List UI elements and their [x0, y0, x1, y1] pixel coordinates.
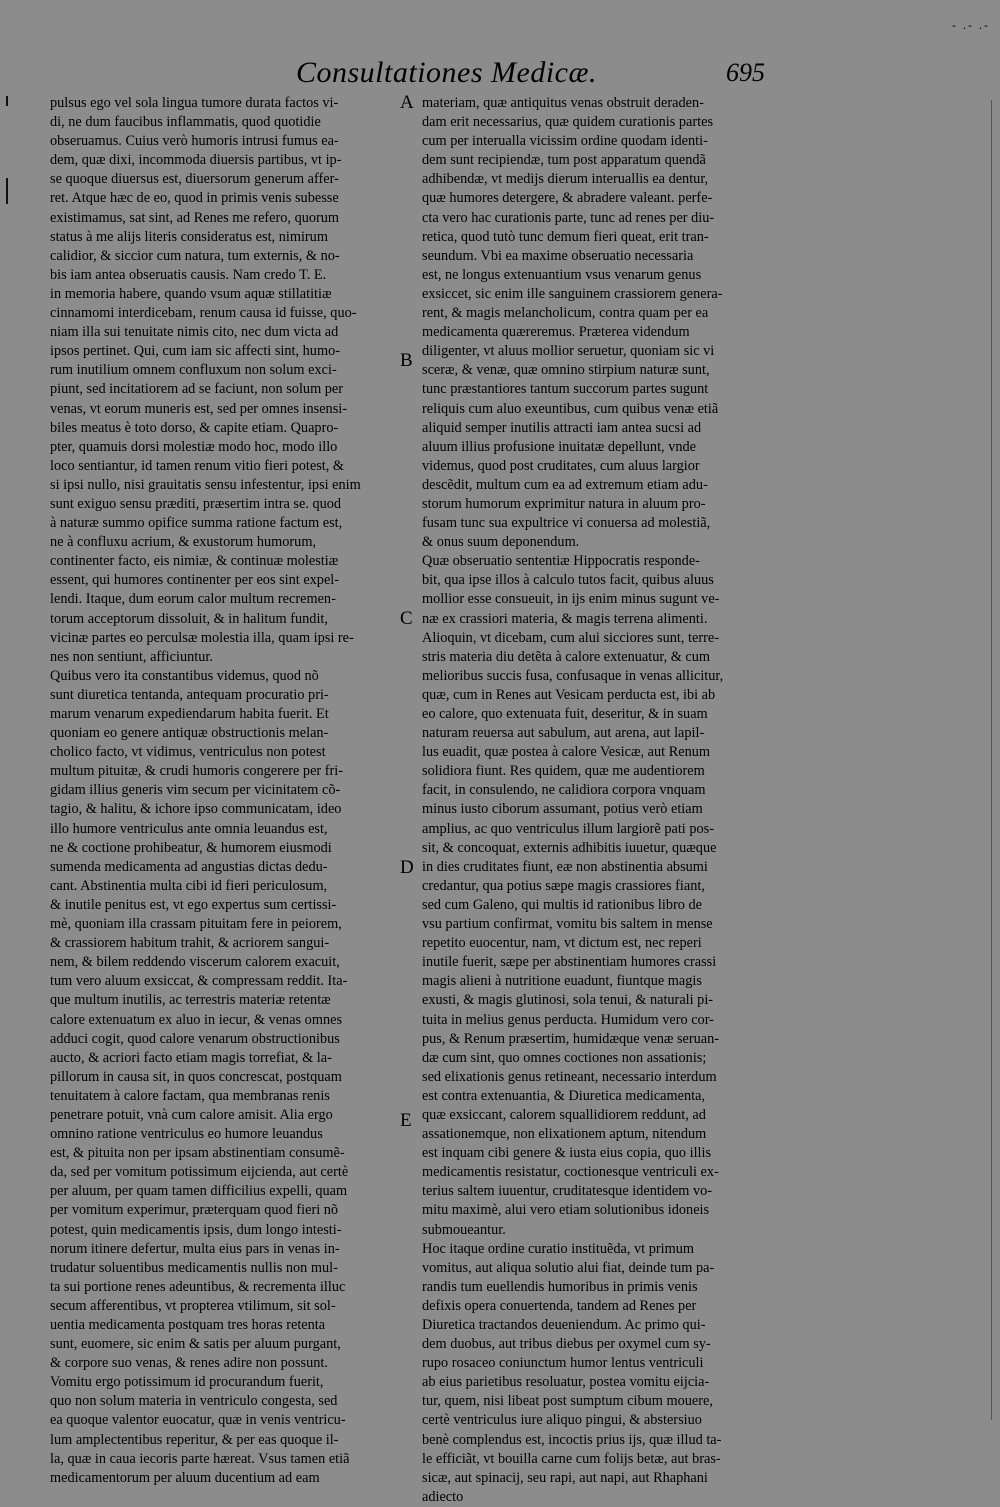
text-line: retica, quod tutò tunc demum fieri queat, erit tran-	[422, 228, 709, 245]
text-line: bis iam antea obseruatis causis. Nam credo T. E.	[50, 266, 327, 283]
text-line: nes non sentiunt, afficiuntur.	[50, 648, 213, 665]
text-line: est contra extenuantia, & Diuretica medicamenta,	[422, 1087, 706, 1104]
text-line: continenter facto, eis nimiæ, & continuæ molestiæ	[50, 553, 339, 570]
text-line: vomitus, aut aliqua solutio alui fiat, deinde tum pa-	[422, 1259, 715, 1276]
text-line: in memoria habere, quando vsum aquæ stillatitiæ	[50, 285, 332, 302]
margin-letter-d: D	[400, 857, 414, 878]
text-line: quoniam eo genere antiquæ obstructionis melan-	[50, 725, 329, 742]
text-line: per vomitum experimur, præterquam quod fieri nõ	[50, 1202, 339, 1219]
text-line: obseruamus. Cuius verò humoris intrusi fumus ea-	[50, 133, 339, 150]
page-edge-rule	[991, 100, 992, 1420]
text-line: mollior esse consueuit, in ijs enim minus sugunt ve-	[422, 591, 720, 608]
text-line: tum vero aluum exsiccat, & compressam reddit. Ita-	[50, 973, 348, 990]
text-line: rent, & magis melancholicum, contra quam per ea	[422, 305, 709, 322]
text-line: est, ne longus extenuantium vsus venarum genus	[422, 266, 702, 283]
text-line: repetito euocentur, nam, vt dictum est, nec reperi	[422, 935, 702, 952]
text-line: Vomitu ergo potissimum id procurandum fuerit,	[50, 1374, 324, 1391]
text-line: existimamus, sat sint, ad Renes me refero, quorum	[50, 209, 340, 226]
text-line: facit, in consulendo, ne calidiora corpora vnquam	[422, 782, 706, 799]
text-line: à naturæ summo opifice summa ratione factum est,	[50, 515, 343, 532]
text-line: se quoque diuersus est, diuersorum generum affer-	[50, 171, 339, 188]
text-line: dam erit necessarius, quæ quidem curationis partes	[422, 114, 714, 131]
text-line: marum venarum expediendarum habita fuerit. Et	[50, 706, 329, 722]
text-line: multum pituitæ, & crudi humoris congerere per fri-	[50, 763, 344, 780]
text-line: ne & coctione prohibeatur, & humorem eiusmodi	[50, 839, 332, 856]
corner-mark: - .- .-	[952, 18, 990, 32]
text-line: amplius, ac quo ventriculus illum largiorẽ pati pos-	[422, 820, 714, 837]
text-line: quæ exsiccant, calorem squallidiorem reddunt, ad	[422, 1106, 706, 1123]
text-line: sicæ, aut spinacij, seu rapi, aut napi, aut Rhaphani	[422, 1469, 708, 1486]
text-line: ipsos pertinet. Qui, cum iam sic affecti sint, humo-	[50, 343, 340, 360]
text-line: exusti, & magis glutinosi, sola tenui, & naturali pi-	[422, 992, 714, 1009]
text-line: solidiora fiunt. Res quidem, quæ me audentiorem	[422, 763, 705, 780]
text-line: status à me alijs literis consideratus est, nimirum	[50, 228, 328, 245]
text-line: est, & pituita non per ipsam abstinentiam consumẽ-	[50, 1145, 345, 1162]
text-line: eo calore, quo extenuata fuit, deseritur, & in suam	[422, 706, 708, 722]
text-line: essent, qui humores continenter per eos sint expel-	[50, 572, 340, 589]
text-line: cum per interualla vicissim ordine quodam identi-	[422, 133, 708, 150]
text-line: naturam reuersa aut sabulum, aut arena, aut lapil-	[422, 725, 705, 742]
text-line: dæ cum sint, quo omnes coctiones non assationis;	[422, 1049, 707, 1066]
text-line: diligenter, vt aluus mollior seruetur, quoniam sic vi	[422, 343, 715, 360]
text-line: & onus suum deponendum.	[422, 534, 580, 551]
text-line: pillorum in causa sit, in quos concrescat, postquam	[50, 1068, 342, 1085]
text-line: cinnamomi interdicebam, renum causa id fuisse, quo-	[50, 305, 357, 322]
text-line: omnino ratione ventriculus eo humore leuandus	[50, 1126, 323, 1143]
text-line: dem sunt recipiendæ, tum post apparatum quendã	[422, 152, 706, 169]
text-line: sumenda medicamenta ad angustias dictas dedu-	[50, 858, 328, 875]
text-line: tunc præstantiores tantum succorum partes sugunt	[422, 381, 709, 398]
text-line: torum acceptorum dissoluit, & in halitum fundit,	[50, 610, 328, 627]
text-line: benè complendus est, incoctis prius ijs, quæ illud ta-	[422, 1431, 722, 1448]
text-line: rum inutilium omnem confluxum non solum exci-	[50, 362, 337, 379]
text-line: pulsus ego vel sola lingua tumore durata factos vi-	[50, 95, 339, 111]
text-line: piunt, sed incitatiorem ad se faciunt, non solum per	[50, 381, 344, 398]
text-line: medicamentorum per aluum ducentium ad eam	[50, 1469, 320, 1486]
text-line: terius saltem iuuentur, cruditatesque identidem vo-	[422, 1183, 713, 1200]
right-text-column	[422, 94, 794, 1507]
text-line: venas, vt eorum muneris est, sed per omnes insensi-	[50, 400, 347, 417]
text-line: credantur, qua potius sæpe magis crassiores fiant,	[422, 877, 705, 894]
text-line: submoueantur.	[422, 1221, 506, 1238]
text-line: fusam tunc sua expultrice vi conuersa ad molestiã,	[422, 515, 711, 532]
text-line: per aluum, per quam tamen difficilius expelli, quam	[50, 1183, 348, 1200]
text-line: tenuitatem à calore factam, qua membranas renis	[50, 1087, 330, 1104]
text-line: medicamentis resistatur, coctionesque ventriculi ex-	[422, 1164, 719, 1181]
text-line: mitu maximè, alui vero etiam solutionibus idoneis	[422, 1202, 710, 1219]
text-line: ab eius parietibus resoluatur, postea vomitu eijcia-	[422, 1374, 710, 1391]
text-line: adiecto	[422, 1488, 464, 1505]
text-line: & crassiorem habitum trahit, & acriorem sangui-	[50, 935, 330, 952]
text-line: defixis opera conuertenda, tandem ad Renes per	[422, 1297, 697, 1314]
text-line: & corpore suo venas, & renes adire non possunt.	[50, 1355, 328, 1372]
text-line: tuita in melius genus perducta. Humidum vero cor-	[422, 1011, 714, 1028]
text-line: materiam, quæ antiquitus venas obstruit deraden-	[422, 95, 704, 111]
text-line: sunt exiguo sensu præditi, præsertim intra se. quod	[50, 495, 342, 512]
text-line: randis tum euellendis humoribus in primis venis	[422, 1278, 698, 1295]
text-line: loco sentiantur, id tamen renum vitio fieri potest, &	[50, 457, 345, 474]
text-line: uentia medicamenta postquam tres horas retenta	[50, 1317, 326, 1333]
text-line: vicinæ partes eo perculsæ molestia illa, quam ipsi re-	[50, 629, 354, 646]
text-line: sunt diuretica tentanda, antequam procuratio pri-	[50, 686, 329, 703]
text-line: vsu partium confirmat, vomitu bis saltem in mense	[422, 916, 713, 933]
text-line: est inquam cibi genere & iusta eius copia, quo illis	[422, 1145, 712, 1162]
text-line: dem duobus, aut tribus diebus per oxymel cum sy-	[422, 1336, 711, 1353]
text-line: ret. Atque hæc de eo, quod in primis venis subesse	[50, 190, 339, 207]
text-line: storum humorum exprimitur natura in aluum pro-	[422, 495, 706, 512]
text-line: da, sed per vomitum potissimum eijcienda, aut certè	[50, 1164, 349, 1181]
text-line: cant. Abstinentia multa cibi id fieri periculosum,	[50, 877, 328, 894]
text-line: adhibendæ, vt medijs dierum interuallis ea dentur,	[422, 171, 709, 188]
edge-mark	[6, 178, 8, 204]
text-line: tagio, & halitu, & ichore ipso communicatam, ideo	[50, 801, 342, 818]
text-line: pus, & Renum præsertim, humidæque venæ seruan-	[422, 1030, 720, 1047]
text-line: lendi. Itaque, dum eorum calor multum recremen-	[50, 591, 336, 608]
text-line: calidior, & siccior cum natura, tum externis, & no-	[50, 247, 340, 264]
text-line: calore extenuatum ex aluo in iecur, & venas omnes	[50, 1011, 343, 1028]
text-line: bit, qua ipse illos à calculo tutos facit, quibus aluus	[422, 572, 714, 589]
text-line: lus euadit, quæ postea à calore Vesicæ, aut Renum	[422, 744, 710, 761]
text-line: pter, quamuis dorsi molestiæ modo hoc, modo illo	[50, 438, 338, 455]
text-line: descẽdit, multum cum ea ad extremum etiam adu-	[422, 476, 708, 493]
text-line: Quibus vero ita constantibus videmus, quod nõ	[50, 667, 319, 684]
margin-letter-c: C	[400, 608, 413, 629]
text-line: quæ, cum in Renes aut Vesicam perducta est, ibi ab	[422, 686, 716, 703]
margin-letter-a: A	[400, 92, 414, 113]
text-line: lum amplectentibus reperitur, & per eas quoque il-	[50, 1431, 339, 1448]
text-line: minus iusto ciborum assumant, potius verò etiam	[422, 801, 703, 818]
text-line: assationemque, non elixationem aptum, nitendum	[422, 1126, 707, 1143]
edge-mark	[6, 96, 8, 106]
text-line: sceræ, & venæ, quæ omnino stirpium naturæ sunt,	[422, 362, 710, 379]
text-line: næ ex crassiori materia, & magis terrena alimenti.	[422, 610, 708, 627]
text-line: ea quoque valentor euocatur, quæ in venis ventricu-	[50, 1412, 346, 1429]
text-line: cholico facto, vt vidimus, ventriculus non potest	[50, 744, 326, 761]
text-line: la, quæ in caua iecoris parte hæreat. Vsus tamen etiã	[50, 1450, 350, 1467]
text-line: quæ humores detergere, & abradere valeant. perfe-	[422, 190, 713, 207]
text-line: secum afferentibus, vt propterea vtilimum, sit sol-	[50, 1297, 336, 1314]
text-line: potest, quin medicamentis ipsis, dum longo intesti-	[50, 1221, 342, 1238]
text-line: melioribus succis fusa, confusaque in venas allicitur,	[422, 667, 724, 684]
text-line: Alioquin, vt dicebam, cum alui sicciores sunt, terre-	[422, 629, 719, 646]
text-line: certè ventriculus iure aliquo pingui, & abstersiuo	[422, 1412, 702, 1429]
text-line: Diuretica tractandos deueniendum. Ac primo qui-	[422, 1317, 706, 1333]
text-line: & inutile penitus est, vt ego expertus sum certissi-	[50, 896, 337, 913]
text-line: nem, & bilem reddendo viscerum calorem exacuit,	[50, 954, 340, 971]
text-line: illo humore ventriculus ante omnia leuandus est,	[50, 820, 328, 837]
text-line: Quæ obseruatio sententiæ Hippocratis responde-	[422, 553, 700, 570]
text-line: ta sui portione renes adeuntibus, & recrementa illuc	[50, 1278, 346, 1295]
text-line: exsiccet, sic enim ille sanguinem crassiorem genera-	[422, 285, 723, 302]
text-line: inutile fuerit, sæpe per abstinentiam humores crassi	[422, 954, 717, 971]
text-line: videmus, quod post cruditates, cum aluus largior	[422, 457, 700, 474]
text-line: stris materia diu detẽta à calore extenuatur, & cum	[422, 648, 711, 665]
text-line: magis alieni à nutritione euadunt, fiuntque magis	[422, 973, 702, 990]
left-text-column	[50, 94, 402, 1488]
text-line: in dies cruditates fiunt, eæ non abstinentia absumi	[422, 858, 708, 875]
text-line: biles meatus è toto dorso, & capite etiam. Quapro-	[50, 419, 339, 436]
text-line: cta vero hac curationis parte, tunc ad renes per diu-	[422, 209, 715, 226]
text-line: norum itinere defertur, multa eius pars in venas in-	[50, 1240, 340, 1257]
margin-letter-b: B	[400, 350, 413, 371]
text-line: rupo rosaceo coniunctum humor lentus ventriculi	[422, 1355, 704, 1372]
text-line: reliquis cum aluo exeuntibus, cum quibus venæ etiã	[422, 400, 719, 417]
text-line: mè, quoniam illa crassam pituitam fere in peiorem,	[50, 916, 342, 933]
text-line: trudatur soluentibus medicamentis nullis non mul-	[50, 1259, 338, 1276]
text-line: sit, & concoquat, externis adhibitis iuuetur, quæque	[422, 839, 717, 856]
text-line: adduci cogit, quod calore venarum obstructionibus	[50, 1030, 340, 1047]
text-line: sed cum Galeno, qui multis id rationibus libro de	[422, 896, 702, 913]
text-line: penetrare potuit, vnà cum calore amisit. Alia ergo	[50, 1106, 333, 1123]
text-line: di, ne dum faucibus inflammatis, quod quotidie	[50, 114, 321, 131]
text-line: seundum. Vbi ea maxime obseruatio necessaria	[422, 247, 694, 264]
text-line: gidam illius generis vim secum per vicinitatem cõ-	[50, 782, 341, 799]
margin-letter-e: E	[400, 1110, 412, 1131]
text-line: que multum inutilis, ac terrestris materiæ retentæ	[50, 992, 331, 1009]
page-number: 695	[726, 58, 765, 87]
text-line: quo non solum materia in ventriculo congesta, sed	[50, 1393, 338, 1410]
text-line: le efficiãt, vt bouilla carne cum folijs betæ, aut bras-	[422, 1450, 721, 1467]
text-line: dem, quæ dixi, incommoda diuersis partibus, vt ip-	[50, 152, 342, 169]
text-line: medicamenta quæreremus. Præterea videndum	[422, 324, 690, 341]
text-line: si ipsi nullo, nisi grauitatis sensu infestentur, ipsi enim	[50, 476, 361, 493]
text-line: Hoc itaque ordine curatio instituẽda, vt primum	[422, 1240, 694, 1257]
text-line: aliquid semper inutilis attracti iam antea sucsi ad	[422, 419, 702, 436]
text-line: tur, quem, nisi libeat post sumptum cibum mouere,	[422, 1393, 713, 1410]
text-line: ne à confluxu acrium, & exustorum humorum,	[50, 534, 317, 551]
text-line: aluum illius profusione inuitatæ depellunt, vnde	[422, 438, 696, 455]
text-line: sunt, euomere, sic enim & satis per aluum purgant,	[50, 1336, 341, 1353]
running-header-title: Consultationes Medicæ.	[296, 56, 597, 89]
text-line: niam illa sui tenuitate nimis cito, nec dum victa ad	[50, 324, 339, 341]
text-line: aucto, & acriori facto etiam magis torrefiat, & la-	[50, 1049, 332, 1066]
text-line: sed elixationis genus retineant, necessario interdum	[422, 1068, 717, 1085]
